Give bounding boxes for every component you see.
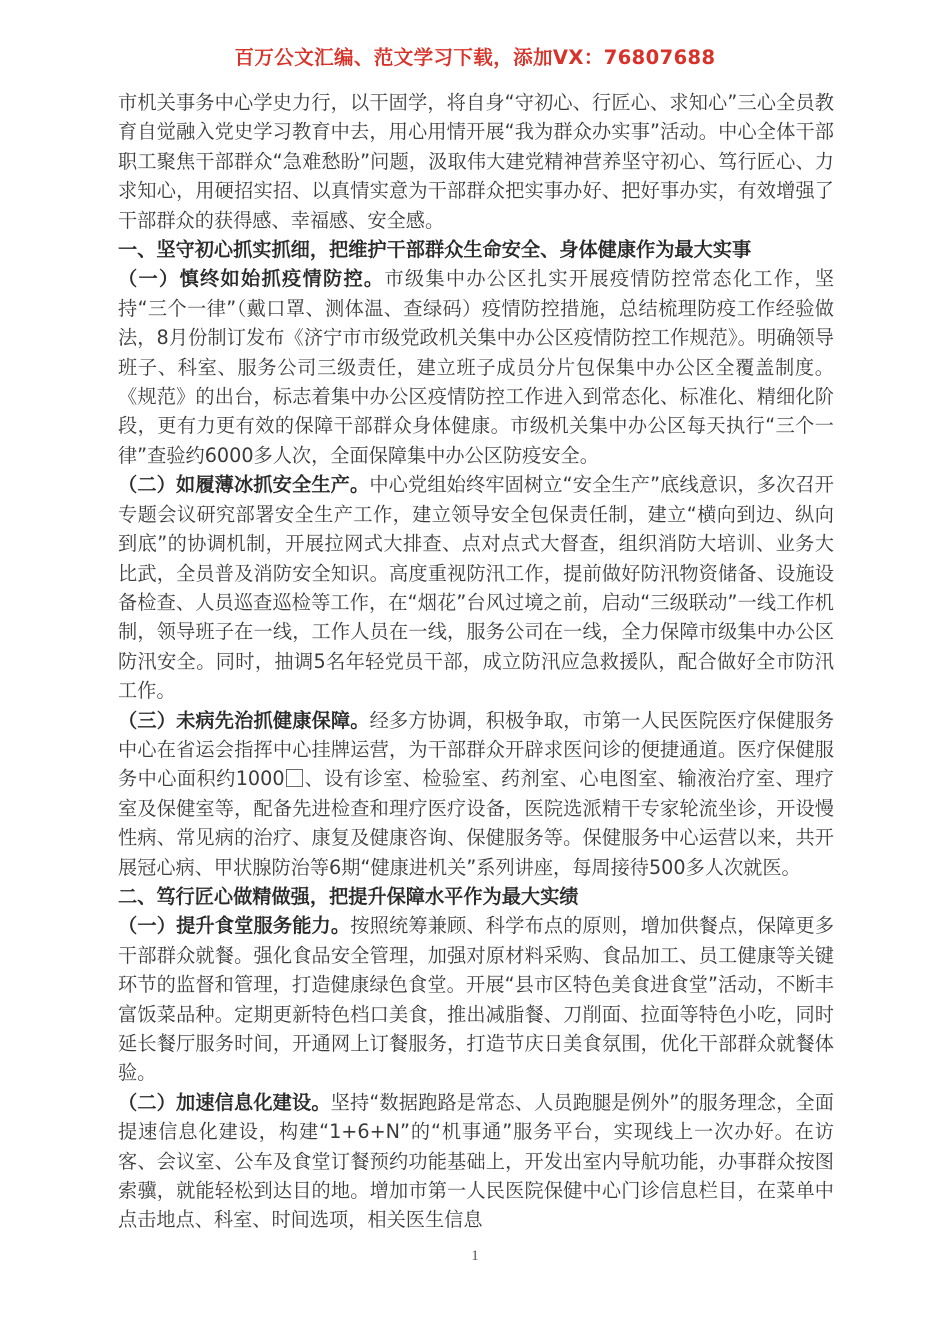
lead-label-2-1: （一）提升食堂服务能力。: [118, 914, 351, 938]
paragraph-section1-item1: [118, 264, 834, 470]
section-heading-1: 一、坚守初心抓实抓细，把维护干部群众生命安全、身体健康作为最大实事: [118, 238, 752, 262]
lead-label-1-2: （二）如履薄冰抓安全生产。: [118, 473, 370, 497]
lead-body-1-3-after: 、设有诊室、检验室、药剂室、心电图室、输液治疗室、理疗室及保健室等，配备先进检查和理疗医疗设备，医院选派精干专家轮流坐诊，开设慢性病、常见病的治疗、康复及健康咨询、保健服务等。保健服务中心运营以来，共开展冠心病、甲状腺防治等6期“健康进机关”系列讲座，每周接待500多人次就医。: [118, 767, 834, 879]
promo-header-banner: 百万公文汇编、范文学习下载，添加VX：76807688: [234, 46, 716, 69]
lead-body-1-1: 市级集中办公区扎实开展疫情防控常态化工作，坚持“三个一律”（戴口罩、测体温、查绿码）疫情防控措施，总结梳理防疫工作经验做法，8月份制订发布《济宁市市级党政机关集中办公区疫情防控工作规范》。明确领导班子、科室、服务公司三级责任，建立班子成员分片包保集中办公区全覆盖制度。《规范》的出台，标志着集中办公区疫情防控工作进入到常态化、标准化、精细化阶段，更有力更有效的保障干部群众身体健康。市级机关集中办公区每天执行“三个一律”查验约6000多人次，全面保障集中办公区防疫安全。: [118, 267, 835, 467]
paragraph-section1-item3: [118, 706, 834, 882]
page-number: 1: [471, 1248, 479, 1264]
paragraph-section1-item2: [118, 470, 834, 705]
section-heading-2: 二、笃行匠心做精做强，把提升保障水平作为最大实绩: [118, 884, 579, 908]
lead-label-1-1: （一）慎终如始抓疫情防控。: [118, 267, 385, 291]
paragraph-section2-item2: [118, 1088, 834, 1235]
document-body: [118, 88, 834, 1235]
missing-glyph-box-icon: [286, 769, 304, 787]
lead-body-1-2: 中心党组始终牢固树立“安全生产”底线意识，多次召开专题会议研究部署安全生产工作，建立领导安全包保责任制，建立“横向到边、纵向到底”的协调机制，开展拉网式大排查、点对点式大督查，组织消防大培训、业务大比武，全员普及消防安全知识。高度重视防汛工作，提前做好防汛物资储备、设施设备检查、人员巡查巡检等工作，在“烟花”台风过境之前，启动“三级联动”一线工作机制，领导班子在一线，工作人员在一线，服务公司在一线，全力保障市级集中办公区防汛安全。同时，抽调5名年轻党员干部，成立防汛应急救援队，配合做好全市防汛工作。: [118, 473, 834, 703]
lead-body-1-3-before: 经多方协调，积极争取，市第一人民医院医疗保健服务中心在省运会指挥中心挂牌运营，为干部群众开辟求医问诊的便捷通道。医疗保健服务中心面积约1000: [118, 708, 835, 791]
paragraph-section2-item1: [118, 911, 834, 1087]
lead-label-2-2: （二）加速信息化建设。: [118, 1090, 331, 1114]
lead-body-2-1: 按照统筹兼顾、科学布点的原则，增加供餐点，保障更多干部群众就餐。强化食品安全管理，加强对原材料采购、食品加工、员工健康等关键环节的监督和管理，打造健康绿色食堂。开展“县市区特色美食进食堂”活动，不断丰富饭菜品种。定期更新特色档口美食，推出减脂餐、刀削面、拉面等特色小吃，同时延长餐厅服务时间，开通网上订餐服务，打造节庆日美食氛围，优化干部群众就餐体验。: [118, 914, 835, 1085]
paragraph-intro: 市机关事务中心学史力行，以干固学，将自身“守初心、行匠心、求知心”三心全员教育自觉融入党史学习教育中去，用心用情开展“我为群众办实事”活动。中心全体干部职工聚焦干部群众“急难愁盼”问题，汲取伟大建党精神营养坚守初心、笃行匠心、力求知心，用硬招实招、以真情实意为干部群众把实事办好、把好事办实，有效增强了干部群众的获得感、幸福感、安全感。: [118, 91, 834, 232]
lead-body-2-2: 坚持“数据跑路是常态、人员跑腿是例外”的服务理念，全面提速信息化建设，构建“1+6+N”的“机事通”服务平台，实现线上一次办好。在访客、会议室、公车及食堂订餐预约功能基础上，开发出室内导航功能，办事群众按图索骥，就能轻松到达目的地。增加市第一人民医院保健中心门诊信息栏目，在菜单中点击地点、科室、时间选项，相关医生信息: [118, 1090, 834, 1232]
lead-label-1-3: （三）未病先治抓健康保障。: [118, 708, 370, 732]
